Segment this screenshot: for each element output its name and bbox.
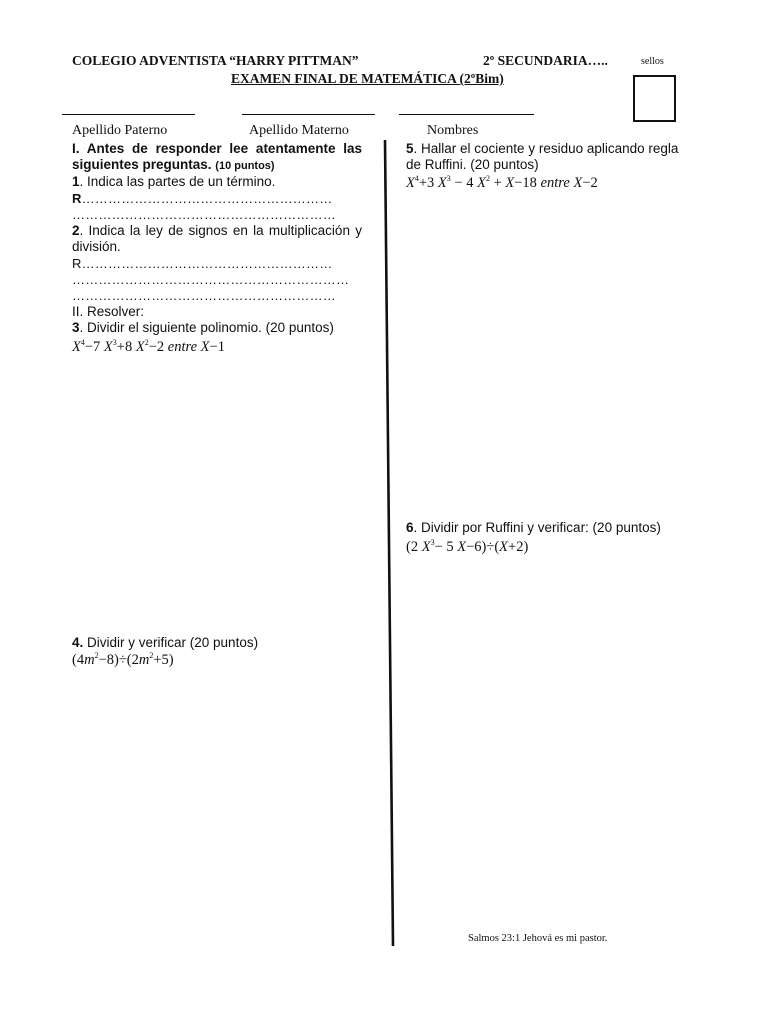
exam-title: EXAMEN FINAL DE MATEMÁTICA (2ºBim) <box>231 71 504 86</box>
question-1-text: . Indica las partes de un término. <box>79 174 276 189</box>
question-1-answer-prefix: R <box>72 191 82 206</box>
question-1-answer-line-2[interactable]: …………………………………………………… <box>72 207 336 222</box>
question-2-answer-line-2[interactable]: ……………………………………………………… <box>72 272 350 287</box>
stamps-label: sellos <box>641 56 664 67</box>
stamp-box <box>633 75 676 122</box>
paternal-surname-label: Apellido Paterno <box>72 123 168 138</box>
question-5-number: 5 <box>406 141 414 156</box>
question-5 <box>406 141 696 174</box>
question-1-answer[interactable] <box>72 191 332 207</box>
question-3-number: 3 <box>72 320 80 335</box>
section1-heading: I. Antes de responder lee atentamente las siguientes preguntas. <box>72 141 362 173</box>
maternal-surname-label: Apellido Materno <box>249 123 349 138</box>
question-2-answer-dots: ………………………………………………… <box>81 256 333 271</box>
question-2-answer-line-3[interactable]: …………………………………………………… <box>72 288 336 303</box>
question-2-number: 2 <box>72 223 80 238</box>
question-4 <box>72 635 258 651</box>
names-line[interactable] <box>399 114 534 115</box>
question-6 <box>406 520 661 536</box>
question-2-text: . Indica la ley de signos en la multiplicación y división. <box>72 223 362 255</box>
column-divider <box>380 140 400 950</box>
maternal-surname-line[interactable] <box>242 114 375 115</box>
question-1-answer-dots: ………………………………………………… <box>81 191 333 206</box>
question-5-text: . Hallar el cociente y residuo aplicando regla de Ruffini. (20 puntos) <box>406 141 679 173</box>
question-1 <box>72 174 275 190</box>
question-4-text: Dividir y verificar (20 puntos) <box>83 635 259 650</box>
question-2 <box>72 223 362 256</box>
footer-verse: Salmos 23:1 Jehová es mi pastor. <box>468 933 608 944</box>
section1-points: (10 puntos) <box>215 160 275 173</box>
question-2-answer[interactable] <box>72 256 332 272</box>
names-label: Nombres <box>427 123 479 138</box>
question-4-expression: $(4m^2-8)\div(2m^2+5)$ <box>72 651 174 668</box>
question-3-expression: $X^4-7$ $X^3+8$ $X^2-2$ entre X−1 <box>72 338 225 355</box>
school-name: COLEGIO ADVENTISTA “HARRY PITTMAN” <box>72 53 359 68</box>
question-6-text: . Dividir por Ruffini y verificar: (20 puntos) <box>413 520 661 535</box>
question-3 <box>72 320 334 336</box>
question-6-number: 6 <box>406 520 414 535</box>
question-5-expression: $X^4+3$ $X^3 - 4$ $X^2 + X-18$ entre X−2 <box>406 174 598 191</box>
question-1-number: 1 <box>72 174 80 189</box>
grade-label: 2º SECUNDARIA….. <box>483 53 608 68</box>
section1-instructions <box>72 141 362 175</box>
question-4-number: 4. <box>72 635 84 650</box>
section2-heading: II. Resolver: <box>72 304 145 319</box>
question-3-text: . Dividir el siguiente polinomio. (20 puntos) <box>79 320 334 335</box>
question-2-answer-prefix: R <box>72 256 82 271</box>
paternal-surname-line[interactable] <box>62 114 195 115</box>
question-6-expression: (2 $X^3- 5$ X−6)÷(X+2) <box>406 538 529 555</box>
